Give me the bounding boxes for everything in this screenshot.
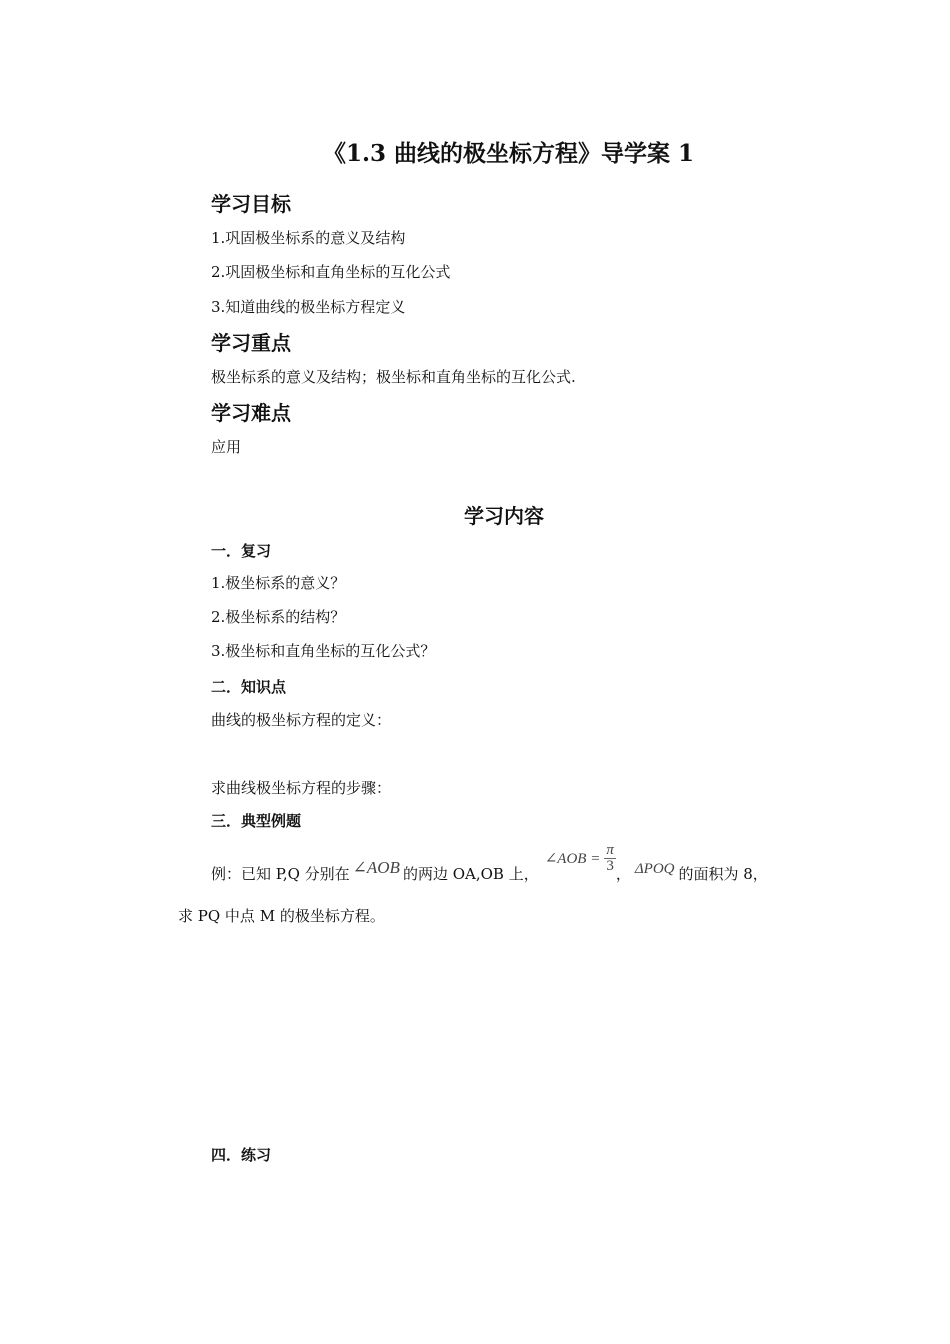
- key-points-text: 极坐标系的意义及结构；极坐标和直角坐标的互化公式.: [211, 368, 576, 386]
- review-item-2: 2.极坐标系的结构？: [211, 608, 346, 626]
- key-points-heading: 学习重点: [211, 331, 291, 355]
- example-text-part1: 例：已知 P,Q 分别在: [211, 865, 350, 883]
- review-item-3: 3.极坐标和直角坐标的互化公式？: [211, 642, 436, 660]
- three-denominator: 3: [606, 858, 614, 874]
- example-text-part2: 的两边 OA,OB 上，: [402, 865, 539, 883]
- example-line-2: 求 PQ 中点 M 的极坐标方程。: [178, 907, 385, 925]
- objective-item-1: 1.巩固极坐标系的意义及结构: [211, 229, 406, 247]
- document-title: 《1.3 曲线的极坐标方程》导学案 1: [323, 140, 695, 167]
- knowledge-heading: 二．知识点: [211, 678, 287, 696]
- pi-over-three-fraction: [604, 843, 616, 874]
- pi-numerator: π: [606, 842, 614, 858]
- objective-item-3: 3.知道曲线的极坐标方程定义: [211, 298, 406, 316]
- angle-aob-symbol: ∠AOB: [352, 858, 400, 877]
- review-item-1: 1.极坐标系的意义？: [211, 574, 346, 592]
- example-line-1: [211, 844, 768, 884]
- example-comma: ，: [615, 865, 631, 883]
- review-heading: 一．复习: [211, 542, 272, 560]
- knowledge-definition: 曲线的极坐标方程的定义：: [211, 711, 392, 729]
- triangle-poq-symbol: ΔPOQ: [634, 861, 675, 877]
- knowledge-steps: 求曲线极坐标方程的步骤：: [211, 779, 392, 797]
- objectives-heading: 学习目标: [211, 192, 291, 216]
- example-text-part3: 的面积为 8，: [678, 865, 768, 883]
- examples-heading: 三．典型例题: [211, 812, 302, 830]
- equation-lhs: ∠AOB =: [544, 851, 601, 867]
- difficulties-heading: 学习难点: [211, 401, 291, 425]
- angle-equation: [545, 843, 616, 874]
- difficulties-text: 应用: [211, 438, 242, 456]
- objective-item-2: 2.巩固极坐标和直角坐标的互化公式: [211, 263, 451, 281]
- practice-heading: 四．练习: [211, 1146, 272, 1164]
- content-heading: 学习内容: [464, 504, 544, 528]
